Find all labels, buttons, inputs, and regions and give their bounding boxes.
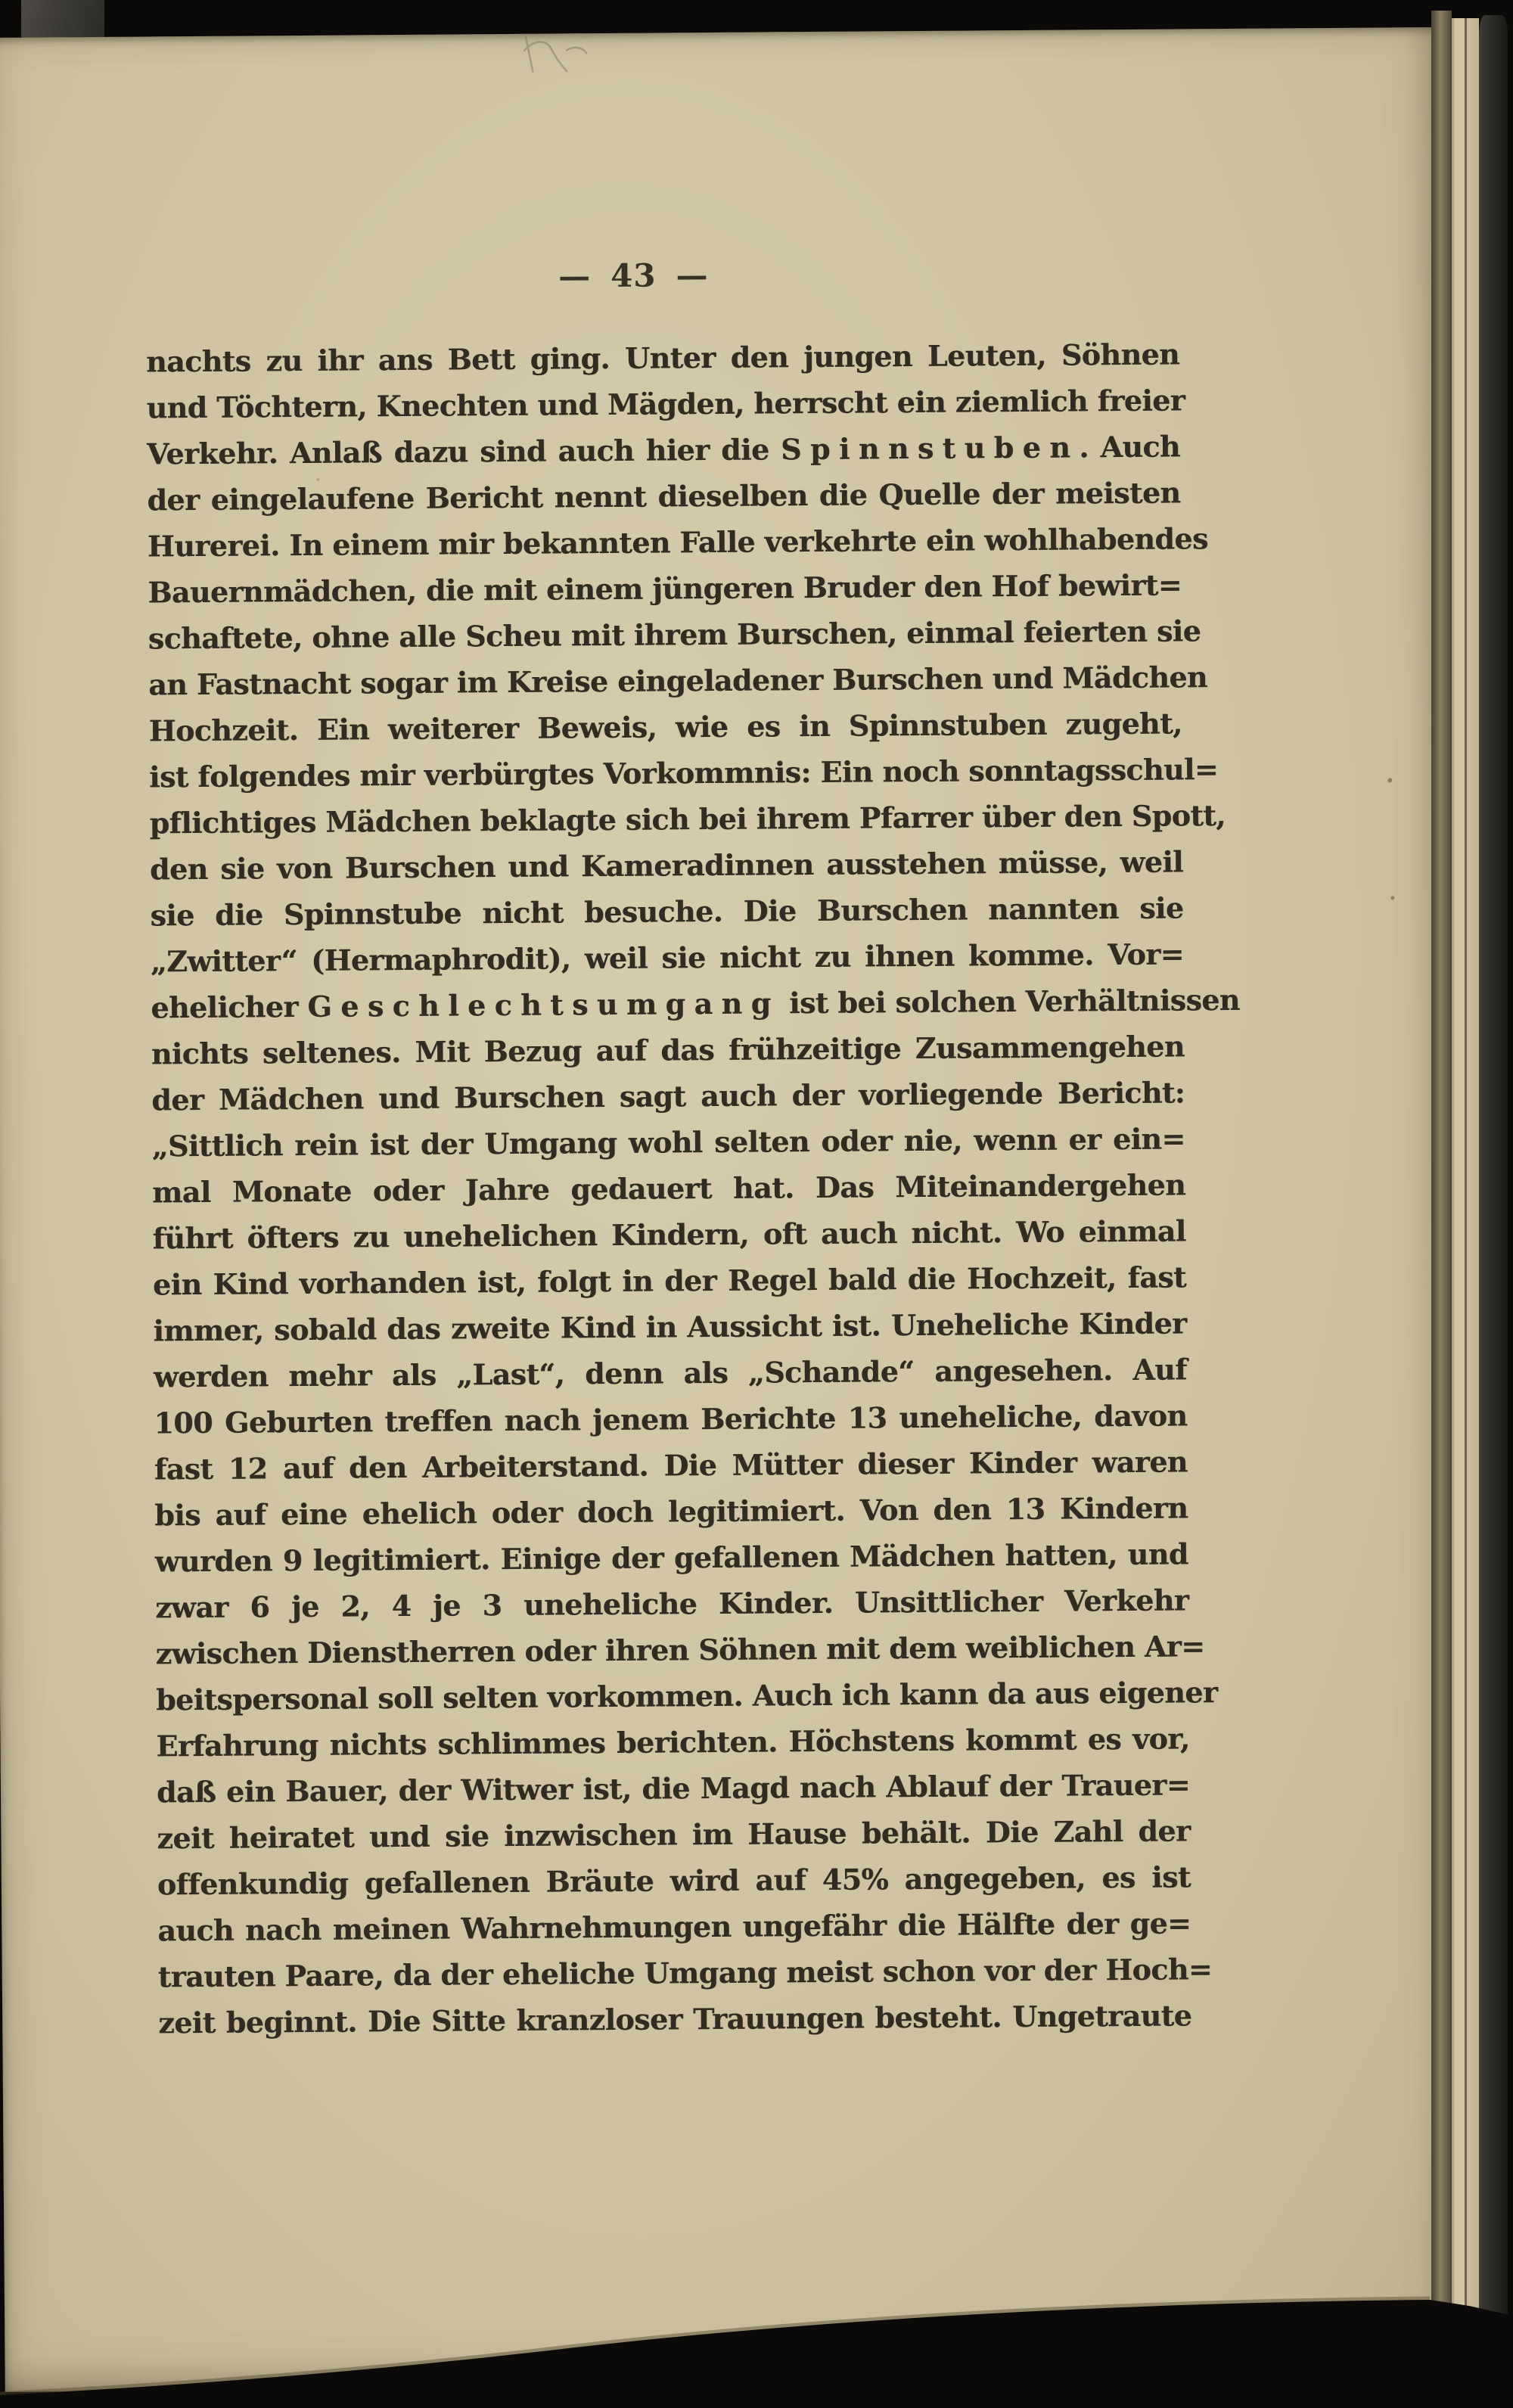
text-line: wurden 9 legitimiert. Einige der gefallenen Mädchen hatten, und — [154, 1536, 1188, 1579]
page-bottom-curve — [0, 2258, 1513, 2408]
text-line: führt öfters zu unehelichen Kindern, oft auch nicht. Wo einmal — [152, 1213, 1186, 1256]
header-dash-right: — — [676, 256, 709, 294]
page-number: 43 — [610, 256, 657, 294]
text-line: den sie von Burschen und Kameradinnen ausstehen müsse, weil — [149, 844, 1184, 887]
text-line: beitspersonal soll selten vorkommen. Auch ich kann da aus eigener — [155, 1675, 1218, 1717]
text-line: Erfahrung nichts schlimmes berichten. Höchstens kommt es vor, — [156, 1721, 1190, 1763]
text-line: werden mehr als „Last“, denn als „Schande“ angesehen. Auf — [153, 1352, 1188, 1394]
text-line: Hurerei. In einem mir bekannten Falle verkehrte ein wohlhabendes — [147, 521, 1208, 564]
text-line: schaftete, ohne alle Scheu mit ihrem Burschen, einmal feierten sie — [148, 614, 1201, 656]
text-line: nachts zu ihr ans Bett ging. Unter den jungen Leuten, Söhnen — [145, 337, 1180, 379]
pencil-mark — [514, 27, 598, 87]
text-line: zwar 6 je 2, 4 je 3 uneheliche Kinder. Unsittlicher Verkehr — [155, 1583, 1189, 1625]
text-line: trauten Paare, da der eheliche Umgang meist schon vor der Hoch= — [157, 1952, 1213, 1994]
paper-speck — [316, 478, 319, 481]
text-block — [145, 331, 1241, 2046]
page-stack-edge-dark — [1431, 11, 1452, 2350]
text-line: auch nach meinen Wahrnehmungen ungefähr die Hälfte der ge= — [157, 1906, 1191, 1948]
text-line: zeit heiratet und sie inzwischen im Hause behält. Die Zahl der — [157, 1813, 1191, 1856]
text-line: zeit beginnt. Die Sitte kranzloser Trauungen besteht. Ungetraute — [158, 1998, 1192, 2040]
text-line: der Mädchen und Burschen sagt auch der vorliegende Bericht: — [151, 1075, 1185, 1117]
text-line: zwischen Dienstherren oder ihren Söhnen mit dem weiblichen Ar= — [155, 1629, 1205, 1671]
text-line: immer, sobald das zweite Kind in Aussicht ist. Uneheliche Kinder — [153, 1306, 1187, 1348]
text-line: mal Monate oder Jahre gedauert hat. Das Miteinandergehen — [152, 1167, 1186, 1210]
page-number-header — [145, 253, 1121, 297]
paper-speck — [1387, 778, 1392, 782]
back-cover-edge — [1479, 15, 1508, 2368]
text-line: und Töchtern, Knechten und Mägden, herrscht ein ziemlich freier — [146, 383, 1185, 425]
text-line: pflichtiges Mädchen beklagte sich bei ihrem Pfarrer über den Spott, — [149, 798, 1226, 840]
text-line: nichts seltenes. Mit Bezug auf das frühzeitige Zusammengehen — [151, 1029, 1185, 1071]
text-line: ist folgendes mir verbürgtes Vorkommnis: Ein noch sonntagsschul= — [149, 752, 1219, 794]
letterspaced-word: Geschlechtsumgang — [307, 986, 780, 1024]
paper-speck — [1390, 896, 1394, 900]
text-line: fast 12 auf den Arbeiterstand. Die Mütter dieser Kinder waren — [154, 1444, 1188, 1487]
text-line: Hochzeit. Ein weiterer Beweis, wie es in Spinnstuben zugeht, — [148, 706, 1182, 748]
text-line: 100 Geburten treffen nach jenem Berichte 13 uneheliche, davon — [154, 1398, 1188, 1440]
text-line: sie die Spinnstube nicht besuche. Die Burschen nannten sie — [150, 890, 1184, 933]
cover-leather-tab — [21, 0, 104, 39]
page-stack-edge-light — [1452, 18, 1479, 2342]
text-line: „Zwitter“ (Hermaphrodit), weil sie nicht zu ihnen komme. Vor= — [150, 937, 1185, 979]
text-line: daß ein Bauer, der Witwer ist, die Magd nach Ablauf der Trauer= — [156, 1767, 1191, 1810]
text-line: Bauernmädchen, die mit einem jüngeren Bruder den Hof bewirt= — [148, 567, 1182, 610]
text-line: bis auf eine ehelich oder doch legitimiert. Von den 13 Kindern — [154, 1490, 1188, 1533]
text-line: Verkehr. Anlaß dazu sind auch hier die Spinnstuben. Auch — [146, 429, 1181, 471]
text-line: an Fastnacht sogar im Kreise eingeladener Burschen und Mädchen — [148, 660, 1208, 702]
text-line: ehelicher Geschlechtsumgang ist bei solchen Verhältnissen — [151, 982, 1241, 1025]
text-line: offenkundig gefallenen Bräute wird auf 45% angegeben, es ist — [157, 1860, 1191, 1902]
header-dash-left: — — [558, 257, 592, 295]
text-line: ein Kind vorhanden ist, folgt in der Regel bald die Hochzeit, fast — [152, 1260, 1187, 1302]
text-line: „Sittlich rein ist der Umgang wohl selten oder nie, wenn er ein= — [151, 1121, 1185, 1164]
book-page — [0, 27, 1455, 2392]
text-line: der eingelaufene Bericht nennt dieselben die Quelle der meisten — [147, 475, 1181, 517]
letterspaced-word: Spinnstuben — [781, 430, 1080, 467]
